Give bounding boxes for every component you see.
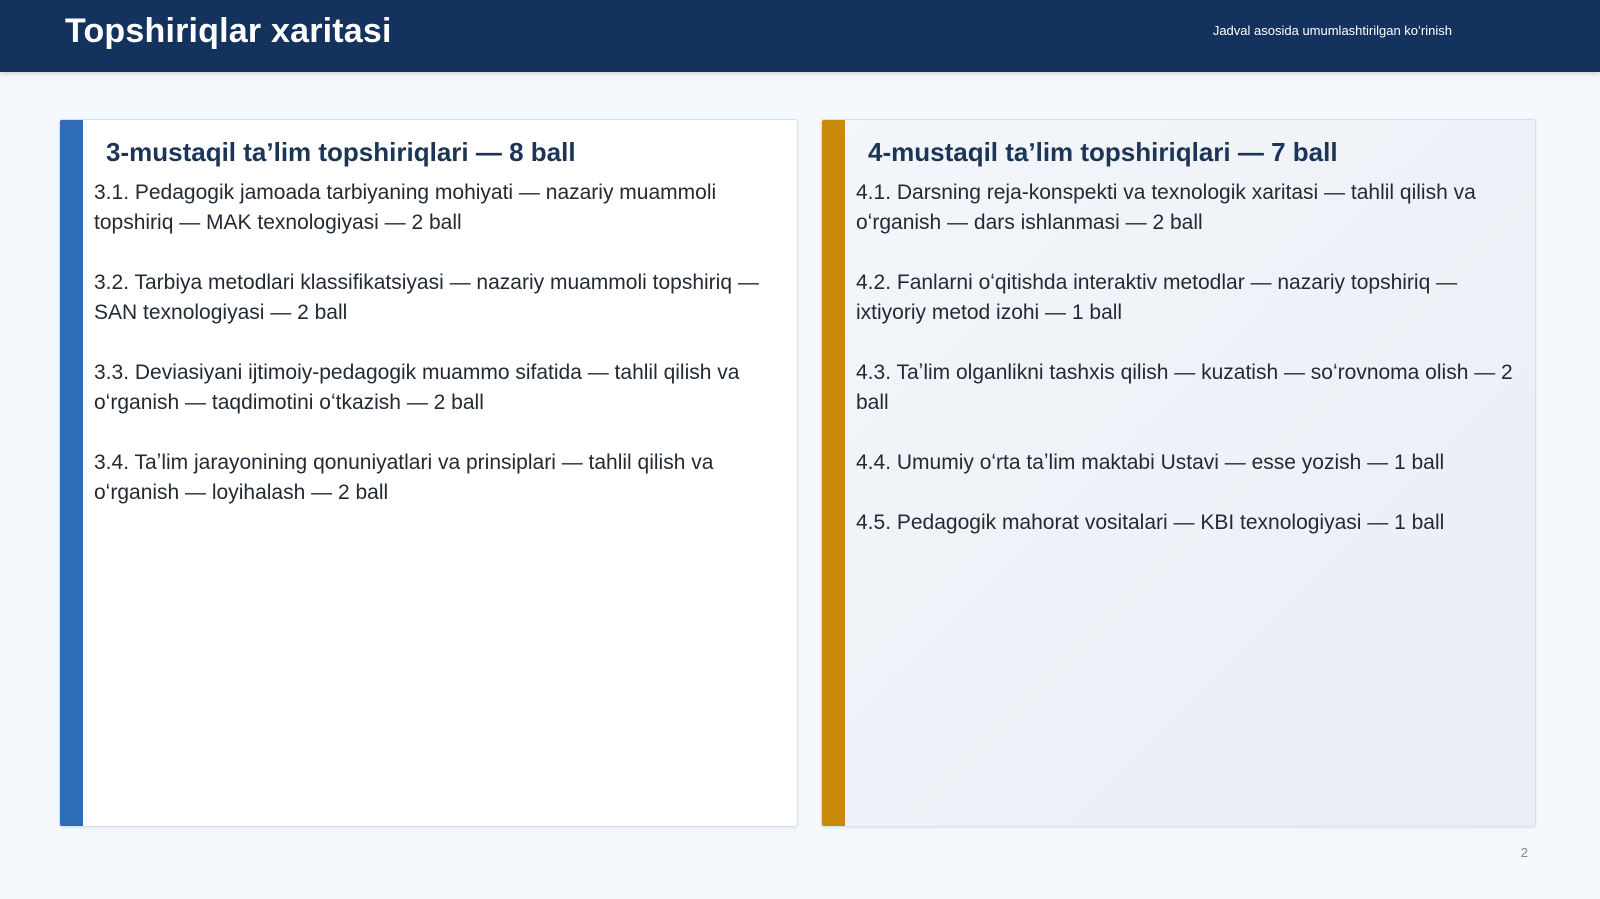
task-item: 4.3. Taʼlim olganlikni tashxis qilish — kuzatish — soʻrovnoma olish — 2 ball [856,361,1513,414]
header-bar [0,0,1600,72]
page-number: 2 [1520,845,1528,860]
card-accent-bar [822,120,845,826]
task-item: 4.2. Fanlarni oʻqitishda interaktiv metodlar — nazariy topshiriq — ixtiyoriy metod izohi — 1 ball [856,271,1458,324]
task-item: 3.4. Taʼlim jarayonining qonuniyatlari va prinsiplari — tahlil qilish va oʻrganish — loyihalash — 2 ball [94,451,714,504]
task-item: 3.2. Tarbiya metodlari klassifikatsiyasi — nazariy muammoli topshiriq — SAN texnologiyasi — 2 ball [94,271,759,324]
task-card-3 [59,119,798,827]
task-item: 4.4. Umumiy oʻrta taʼlim maktabi Ustavi — esse yozish — 1 ball [856,451,1445,474]
task-item: 3.1. Pedagogik jamoada tarbiyaning mohiyati — nazariy muammoli topshiriq — MAK texnologiyasi — 2 ball [94,181,717,234]
card-title: 3-mustaqil taʼlim topshiriqlari — 8 ball [106,137,576,167]
task-list [94,178,783,538]
task-list [856,178,1521,568]
card-title: 4-mustaqil taʼlim topshiriqlari — 7 ball [868,137,1338,167]
task-item: 4.1. Darsning reja-konspekti va texnologik xaritasi — tahlil qilish va oʻrganish — dars ishlanmasi — 2 ball [856,181,1476,234]
task-item: 4.5. Pedagogik mahorat vositalari — KBI texnologiyasi — 1 ball [856,511,1445,534]
page-subtitle: Jadval asosida umumlashtirilgan koʻrinish [1212,23,1452,38]
task-card-4 [821,119,1536,827]
task-item: 3.3. Deviasiyani ijtimoiy-pedagogik muammo sifatida — tahlil qilish va oʻrganish — taqdimotini oʻtkazish — 2 ball [94,361,740,414]
card-accent-bar [60,120,83,826]
page-title: Topshiriqlar xaritasi [65,12,392,50]
